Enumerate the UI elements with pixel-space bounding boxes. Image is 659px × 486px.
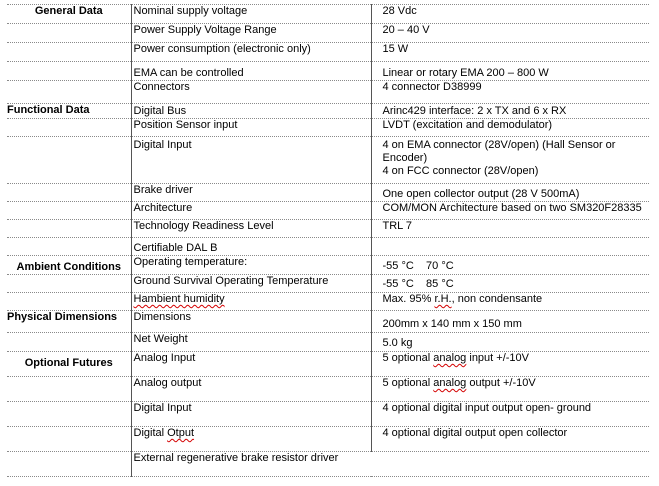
section-ambient-conditions: Ambient Conditions <box>7 256 131 275</box>
section-cell <box>7 238 131 256</box>
value-digital-input-line: 4 on FCC connector (28V/open) <box>382 165 539 177</box>
humidity-value-part: Max. 95% <box>382 293 435 305</box>
table-row <box>7 220 649 238</box>
param-architecture: Architecture <box>131 202 371 220</box>
section-cell <box>7 452 131 477</box>
table-row <box>7 402 649 427</box>
param-digital-input: Digital Input <box>131 137 371 184</box>
value-optional-digital-input: 4 optional digital input output open- ground <box>371 402 649 427</box>
param-analog-input: Analog Input <box>131 352 371 377</box>
value-ground-survival-temperature: -55 °C 85 °C <box>371 275 649 293</box>
analog-output-part: analog <box>433 377 467 389</box>
section-cell <box>7 220 131 238</box>
specifications-table <box>7 4 649 477</box>
analog-output-part: 5 optional <box>382 377 434 389</box>
param-digital-bus: Digital Bus <box>131 104 371 119</box>
param-nominal-supply-voltage: Nominal supply voltage <box>131 5 371 24</box>
section-cell <box>7 275 131 293</box>
table-row <box>7 81 649 104</box>
param-operating-temperature: Operating temperature: <box>131 256 371 275</box>
table-row <box>7 62 649 81</box>
value-technology-readiness: TRL 7 <box>371 220 649 238</box>
table-row <box>7 333 649 352</box>
section-cell <box>7 119 131 137</box>
section-cell <box>7 137 131 184</box>
table-row <box>7 427 649 452</box>
table-row <box>7 202 649 220</box>
section-cell <box>7 62 131 81</box>
value-digital-output: 4 optional digital output open collector <box>371 427 649 452</box>
param-certifiable-dal: Certifiable DAL B <box>131 238 371 256</box>
table-row <box>7 452 649 477</box>
value-net-weight: 5.0 kg <box>371 333 649 352</box>
section-cell <box>7 333 131 352</box>
table-row <box>7 24 649 43</box>
value-architecture: COM/MON Architecture based on two SM320F28335 <box>371 202 649 220</box>
value-nominal-supply-voltage: 28 Vdc <box>371 5 649 24</box>
param-external-brake-resistor: External regenerative brake resistor driver <box>131 452 649 477</box>
param-net-weight: Net Weight <box>131 333 371 352</box>
param-digital-output <box>131 427 371 452</box>
section-cell <box>7 293 131 311</box>
value-certifiable-dal <box>371 238 649 256</box>
param-brake-driver: Brake driver <box>131 184 371 202</box>
table-row <box>7 137 649 184</box>
humidity-label: Hambient humidity <box>133 293 225 305</box>
section-cell <box>7 24 131 43</box>
section-cell <box>7 81 131 104</box>
analog-input-part: input +/-10V <box>466 352 529 364</box>
section-cell <box>7 402 131 427</box>
section-general-data: General Data <box>7 5 131 24</box>
value-digital-bus: Arinc429 interface: 2 x TX and 6 x RX <box>371 104 649 119</box>
param-dimensions: Dimensions <box>131 311 371 333</box>
value-power-supply-range: 20 – 40 V <box>371 24 649 43</box>
section-optional-futures: Optional Futures <box>7 352 131 377</box>
table-row <box>7 43 649 62</box>
table-row <box>7 5 649 24</box>
table-row <box>7 275 649 293</box>
table-row <box>7 293 649 311</box>
table-row <box>7 119 649 137</box>
section-cell <box>7 202 131 220</box>
value-digital-input-line: 4 on EMA connector (28V/open) (Hall Sensor or <box>382 139 616 151</box>
param-power-supply-range: Power Supply Voltage Range <box>131 24 371 43</box>
table-row <box>7 104 649 119</box>
humidity-value-part: r.H. <box>434 293 452 305</box>
digital-output-part: Digital <box>133 427 168 439</box>
value-analog-input <box>371 352 649 377</box>
param-power-consumption: Power consumption (electronic only) <box>131 43 371 62</box>
table-row <box>7 238 649 256</box>
table-row <box>7 352 649 377</box>
table-row <box>7 311 649 333</box>
param-humidity <box>131 293 371 311</box>
section-functional-data: Functional Data <box>7 104 131 119</box>
param-ground-survival-temperature: Ground Survival Operating Temperature <box>131 275 371 293</box>
value-humidity <box>371 293 649 311</box>
value-brake-driver: One open collector output (28 V 500mA) <box>371 184 649 202</box>
param-optional-digital-input: Digital Input <box>131 402 371 427</box>
digital-output-part: Otput <box>167 427 195 439</box>
table-row <box>7 377 649 402</box>
analog-input-part: 5 optional <box>382 352 434 364</box>
value-ema-controlled: Linear or rotary EMA 200 – 800 W <box>371 62 649 81</box>
value-analog-output <box>371 377 649 402</box>
section-cell <box>7 184 131 202</box>
section-cell <box>7 43 131 62</box>
section-cell <box>7 427 131 452</box>
param-connectors: Connectors <box>131 81 371 104</box>
table-row <box>7 184 649 202</box>
analog-output-part: output +/-10V <box>466 377 536 389</box>
value-dimensions: 200mm x 140 mm x 150 mm <box>371 311 649 333</box>
section-physical-dimensions: Physical Dimensions <box>7 311 131 333</box>
param-position-sensor: Position Sensor input <box>131 119 371 137</box>
param-ema-controlled: EMA can be controlled <box>131 62 371 81</box>
section-cell <box>7 377 131 402</box>
analog-input-part: analog <box>433 352 467 364</box>
value-connectors: 4 connector D38999 <box>371 81 649 104</box>
value-operating-temperature: -55 °C 70 °C <box>371 256 649 275</box>
param-technology-readiness: Technology Readiness Level <box>131 220 371 238</box>
value-power-consumption: 15 W <box>371 43 649 62</box>
value-digital-input-line: Encoder) <box>382 152 428 164</box>
param-analog-output: Analog output <box>131 377 371 402</box>
table-row <box>7 256 649 275</box>
humidity-value-part: , non condensante <box>451 293 543 305</box>
value-position-sensor: LVDT (excitation and demodulator) <box>371 119 649 137</box>
value-digital-input <box>371 137 649 184</box>
